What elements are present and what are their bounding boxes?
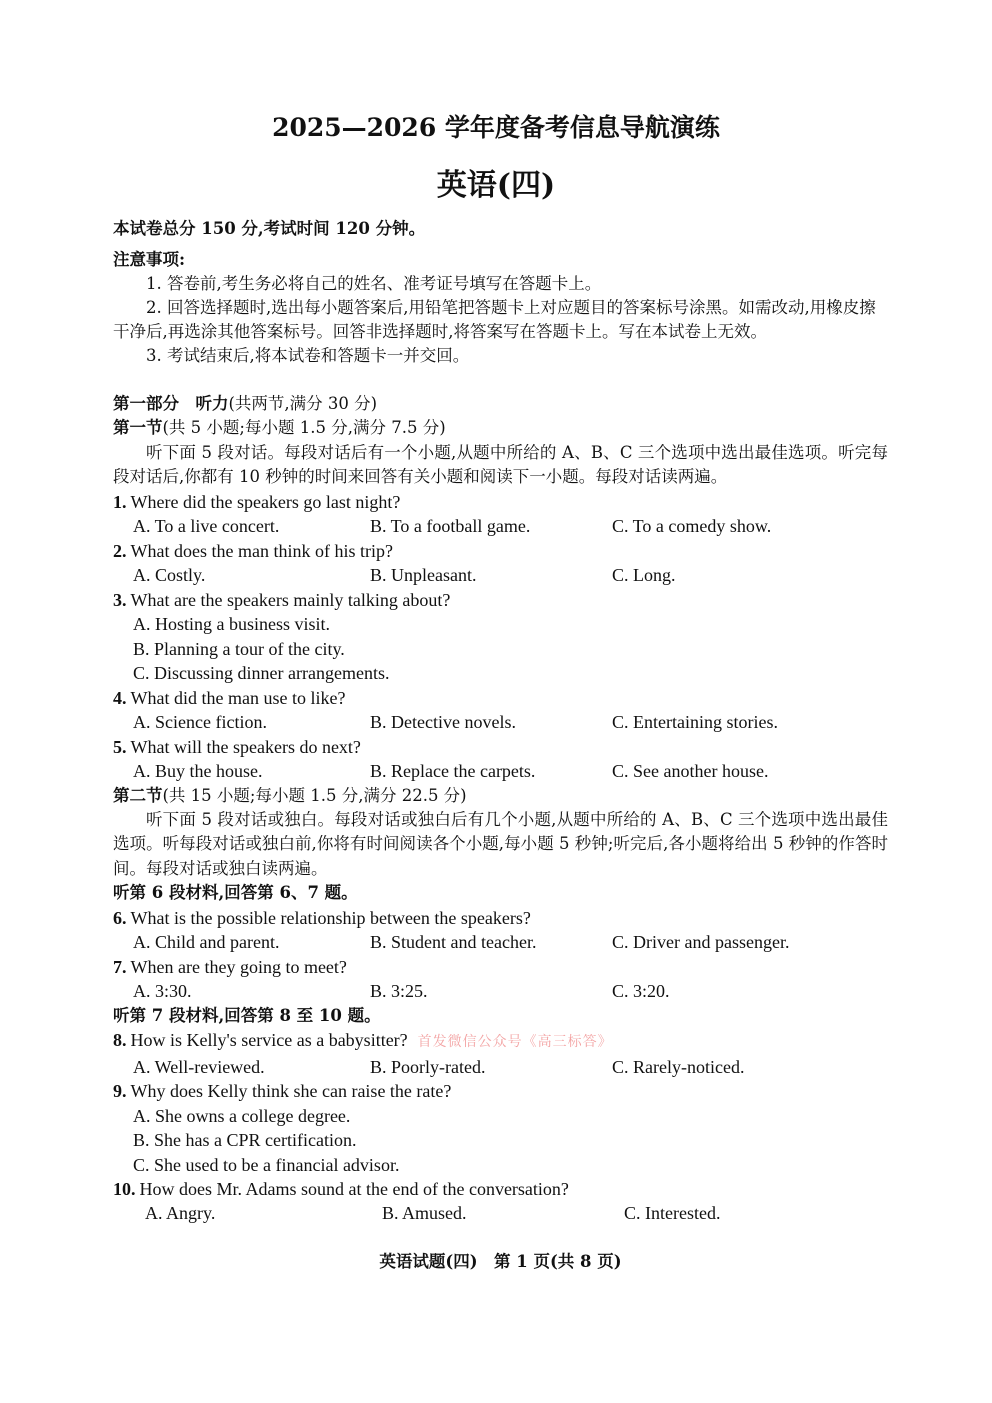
- option-c: C. Interested.: [624, 1203, 721, 1224]
- section-title: 第二节: [113, 785, 163, 805]
- page-footer: 英语试题(四) 第 1 页(共 8 页): [379, 1251, 622, 1271]
- options-row: [113, 930, 888, 954]
- option-a: A. Well-reviewed.: [133, 1056, 265, 1077]
- question-text: What is the possible relationship between the speakers?: [130, 907, 531, 928]
- option-b: B. Student and teacher.: [370, 932, 537, 953]
- notes-section: [113, 248, 888, 368]
- option-c: C. Discussing dinner arrangements.: [133, 663, 390, 684]
- options-row: [113, 1055, 888, 1079]
- question: [113, 539, 888, 563]
- question-group: [113, 906, 888, 1004]
- part-note: (共两节,满分 30 分): [228, 394, 378, 413]
- option-b: B. Planning a tour of the city.: [133, 638, 345, 659]
- question-number: 3.: [113, 589, 127, 610]
- section-instructions: 听下面 5 段对话或独白。每段对话或独白后有几个小题,从题中所给的 A、B、C 三个选项中选出最佳选项。听每段对话或独白前,你将有时间阅读各个小题,每小题 5 秒钟;听完后,各小题将给出 5 秒钟的作答时间。每段对话或独白读两遍。: [113, 809, 888, 878]
- question: [113, 735, 888, 759]
- options-row: [113, 563, 888, 587]
- exam-info: 本试卷总分 150 分,考试时间 120 分钟。: [113, 219, 426, 238]
- option-b: B. 3:25.: [370, 981, 428, 1002]
- section-heading: [113, 784, 888, 808]
- section-instructions: 听下面 5 段对话。每段对话后有一个小题,从题中所给的 A、B、C 三个选项中选出最佳选项。听完每段对话后,你都有 10 秒钟的时间来回答有关小题和阅读下一小题。每段对话读两遍。: [113, 442, 888, 487]
- option-c: C. Entertaining stories.: [612, 712, 778, 733]
- option-a: A. Angry.: [145, 1203, 216, 1224]
- question: [113, 1028, 888, 1054]
- question: [113, 1079, 888, 1103]
- question-group: [113, 490, 888, 784]
- exam-title: 2025—2026 学年度备考信息导航演练: [272, 113, 720, 142]
- question-number: 9.: [113, 1081, 127, 1102]
- option-b: B. Poorly-rated.: [370, 1056, 486, 1077]
- exam-body: [113, 217, 888, 1272]
- option-c: C. Driver and passenger.: [612, 932, 790, 953]
- question-text: What will the speakers do next?: [130, 736, 361, 757]
- option-a: A. To a live concert.: [133, 516, 280, 537]
- option-c: C. Rarely-noticed.: [612, 1056, 745, 1077]
- question: [113, 955, 888, 979]
- option-b: B. She has a CPR certification.: [133, 1130, 357, 1151]
- option-a: A. She owns a college degree.: [133, 1105, 351, 1126]
- exam-subtitle: 英语(四): [436, 168, 556, 203]
- question-number: 8.: [113, 1030, 127, 1051]
- question: [113, 686, 888, 710]
- options-row: [113, 759, 888, 783]
- question-text: What are the speakers mainly talking about?: [130, 589, 451, 610]
- section-note: (共 5 小题;每小题 1.5 分,满分 7.5 分): [162, 418, 446, 438]
- note-item: 2. 回答选择题时,选出每小题答案后,用铅笔把答题卡上对应题目的答案标号涂黑。如需改动,用橡皮擦干净后,再选涂其他答案标号。回答非选择题时,将答案写在答题卡上。写在本试卷上无效。: [113, 298, 876, 341]
- section-title: 第一节: [113, 418, 163, 438]
- option-a: A. 3:30.: [133, 981, 192, 1002]
- question: [113, 490, 888, 514]
- question-group: [113, 1028, 888, 1226]
- section-note: (共 15 小题;每小题 1.5 分,满分 22.5 分): [162, 785, 467, 805]
- option-a: A. Science fiction.: [133, 712, 267, 733]
- option-b: B. Unpleasant.: [370, 565, 477, 586]
- option-b: B. Replace the carpets.: [370, 761, 536, 782]
- option-a: A. Child and parent.: [133, 932, 280, 953]
- question-number: 7.: [113, 956, 127, 977]
- option-a: A. Hosting a business visit.: [133, 614, 331, 635]
- note-item: 3. 考试结束后,将本试卷和答题卡一并交回。: [146, 346, 470, 365]
- option-b: B. To a football game.: [370, 516, 531, 537]
- option-a: A. Buy the house.: [133, 761, 263, 782]
- material-heading: 听第 6 段材料,回答第 6、7 题。: [113, 883, 358, 903]
- question-number: 6.: [113, 907, 127, 928]
- question-number: 10.: [113, 1179, 136, 1199]
- options-row: [113, 1201, 888, 1225]
- question: [113, 588, 888, 612]
- question-text: What does the man think of his trip?: [130, 540, 393, 561]
- question-text: Where did the speakers go last night?: [130, 491, 401, 512]
- question-number: 2.: [113, 540, 127, 561]
- question-text: When are they going to meet?: [130, 956, 347, 977]
- question: [113, 1177, 888, 1201]
- watermark: 首发微信公众号《高三标答》: [417, 1034, 613, 1051]
- question-number: 1.: [113, 491, 127, 512]
- material-heading: 听第 7 段材料,回答第 8 至 10 题。: [113, 1005, 381, 1025]
- options-row: [113, 514, 888, 538]
- option-b: B. Detective novels.: [370, 712, 516, 733]
- options-row: [113, 979, 888, 1003]
- question-text: Why does Kelly think she can raise the rate?: [130, 1081, 452, 1102]
- option-c: C. To a comedy show.: [612, 516, 772, 537]
- question-text: What did the man use to like?: [130, 687, 346, 708]
- option-c: C. 3:20.: [612, 981, 670, 1002]
- question-text: How is Kelly's service as a babysitter?: [130, 1030, 408, 1051]
- option-c: C. She used to be a financial advisor.: [133, 1154, 400, 1175]
- part-heading: [113, 392, 888, 416]
- part-title: 第一部分 听力: [113, 394, 229, 413]
- section-heading: [113, 416, 888, 440]
- question-text: How does Mr. Adams sound at the end of the conversation?: [139, 1179, 569, 1199]
- option-a: A. Costly.: [133, 565, 206, 586]
- notes-heading: 注意事项:: [113, 250, 186, 269]
- option-c: C. Long.: [612, 565, 676, 586]
- note-item: 1. 答卷前,考生务必将自己的姓名、准考证号填写在答题卡上。: [146, 274, 602, 293]
- question: [113, 906, 888, 930]
- listening-section: [113, 392, 888, 1226]
- question-number: 5.: [113, 736, 127, 757]
- question-number: 4.: [113, 687, 127, 708]
- options-row: [113, 710, 888, 734]
- option-c: C. See another house.: [612, 761, 769, 782]
- option-b: B. Amused.: [382, 1203, 467, 1224]
